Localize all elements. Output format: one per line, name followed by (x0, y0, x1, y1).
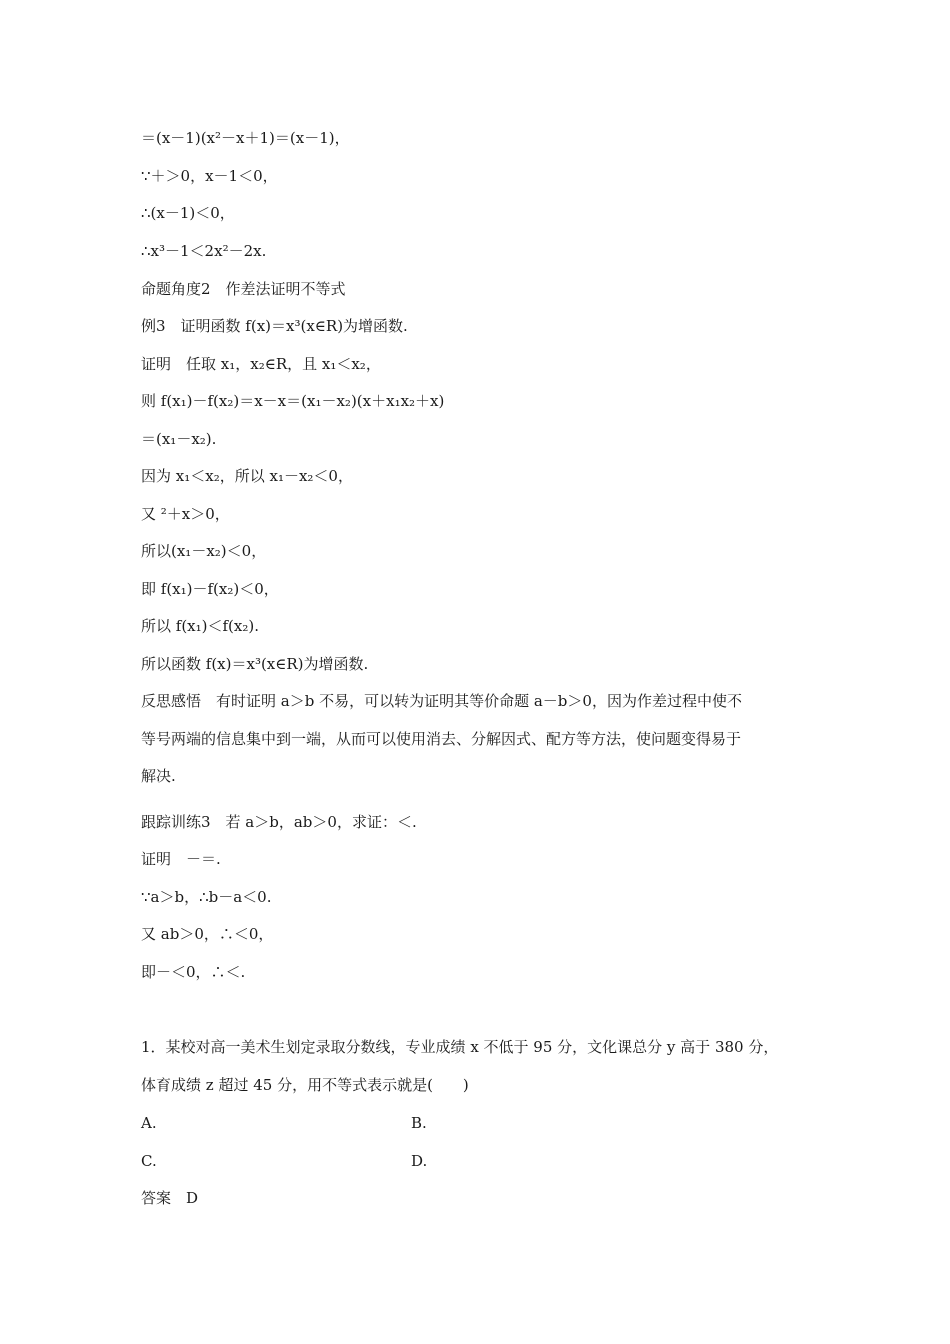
text-line: 则 f(x₁)－f(x₂)＝x－x＝(x₁－x₂)(x＋x₁x₂＋x) (141, 392, 445, 410)
exercise-title: 跟踪训练3 若 a＞b，ab＞0，求证：＜. (141, 813, 417, 831)
text-line: 即－＜0，∴＜. (141, 963, 246, 981)
text-line: 又 ab＞0，∴＜0， (141, 925, 274, 943)
reflection-line: 反思感悟 有时证明 a＞b 不易，可以转为证明其等价命题 a－b＞0，因为作差过程中使不 (141, 692, 742, 710)
option-b: B. (411, 1114, 427, 1132)
option-a: A. (141, 1114, 157, 1132)
option-row (141, 1113, 831, 1133)
text-line: ＝(x₁－x₂). (141, 430, 217, 448)
text-line: 所以 f(x₁)＜f(x₂). (141, 617, 259, 635)
reflection-line: 解决. (141, 767, 176, 785)
text-line: 所以函数 f(x)＝x³(x∈R)为增函数. (141, 655, 369, 673)
option-row (141, 1151, 831, 1171)
text-line: 所以(x₁－x₂)＜0， (141, 542, 267, 560)
text-line: 即 f(x₁)－f(x₂)＜0， (141, 580, 279, 598)
question-text: 1．某校对高一美术生划定录取分数线，专业成绩 x 不低于 95 分，文化课总分 y 高于 380 分， (141, 1038, 779, 1056)
question-text: 体育成绩 z 超过 45 分，用不等式表示就是( ) (141, 1076, 469, 1094)
text-line: 证明 －＝. (141, 850, 221, 868)
text-line: 又 ²＋x＞0， (141, 505, 230, 523)
option-c: C. (141, 1152, 157, 1170)
example-title: 例3 证明函数 f(x)＝x³(x∈R)为增函数. (141, 317, 408, 335)
answer-line: 答案 D (141, 1189, 199, 1207)
text-line: ∵＋＞0，x－1＜0， (141, 167, 278, 185)
section-heading: 命题角度2 作差法证明不等式 (141, 280, 346, 298)
text-line: ＝(x－1)(x²－x＋1)＝(x－1)， (141, 129, 350, 147)
text-line: 证明 任取 x₁，x₂∈R，且 x₁＜x₂， (141, 355, 381, 373)
text-line: ∴(x－1)＜0， (141, 204, 235, 222)
text-line: 因为 x₁＜x₂，所以 x₁－x₂＜0， (141, 467, 353, 485)
text-line: ∴x³－1＜2x²－2x. (141, 242, 267, 260)
reflection-line: 等号两端的信息集中到一端，从而可以使用消去、分解因式、配方等方法，使问题变得易于 (141, 730, 742, 748)
text-line: ∵a＞b，∴b－a＜0. (141, 888, 272, 906)
option-d: D. (411, 1152, 428, 1170)
